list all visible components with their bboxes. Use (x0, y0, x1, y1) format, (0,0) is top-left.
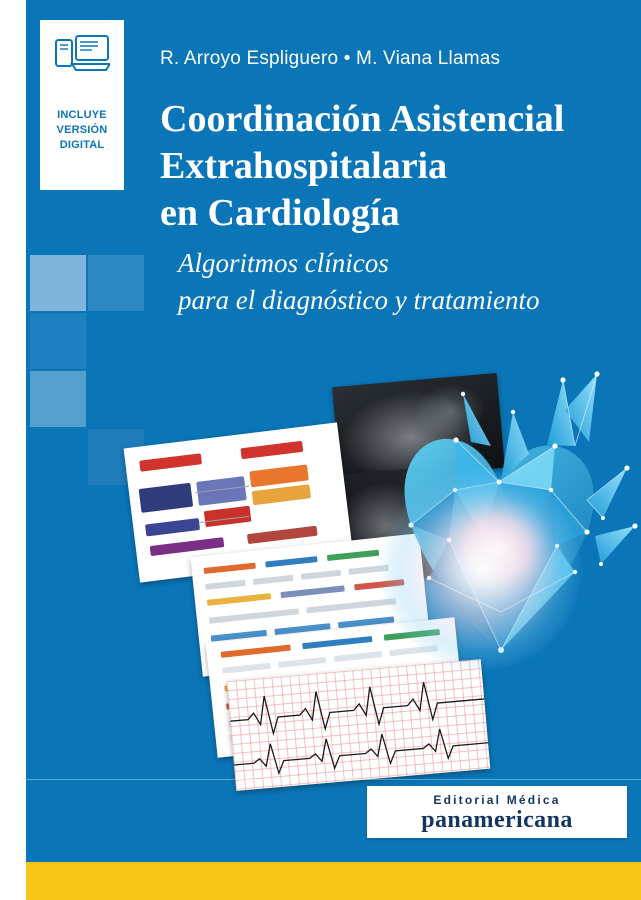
digital-version-badge (40, 20, 124, 190)
badge-line-2: VERSIÓN (56, 124, 108, 136)
publisher-name: panamericana (421, 807, 573, 833)
divider-line (26, 779, 641, 780)
decorative-square (88, 255, 144, 311)
title-line-3: en Cardiología (160, 192, 400, 234)
heart-glow (381, 470, 581, 670)
title-line-2: Extrahospitalaria (160, 145, 448, 187)
bottom-blue-strip (26, 854, 641, 862)
book-title (160, 96, 630, 237)
badge-line-1: INCLUYE (57, 109, 107, 121)
subtitle-line-1: Algoritmos clínicos (178, 248, 389, 278)
publisher-logo (367, 786, 627, 838)
cover-artwork (26, 340, 641, 780)
bottom-yellow-band (26, 862, 641, 900)
polygonal-heart-illustration (351, 350, 641, 740)
cover-board (26, 0, 641, 900)
book-subtitle (160, 245, 630, 319)
title-line-1: Coordinación Asistencial (160, 98, 565, 140)
subtitle-line-2: para el diagnóstico y tratamiento (178, 285, 540, 315)
author-names: R. Arroyo Espliguero • M. Viana Llamas (160, 48, 501, 69)
badge-text (40, 108, 124, 153)
publisher-top-text: Editorial Médica (433, 793, 561, 807)
devices-icon (40, 34, 124, 85)
cover-spine-margin (0, 0, 26, 900)
decorative-square (30, 255, 86, 311)
badge-line-3: DIGITAL (59, 139, 105, 151)
